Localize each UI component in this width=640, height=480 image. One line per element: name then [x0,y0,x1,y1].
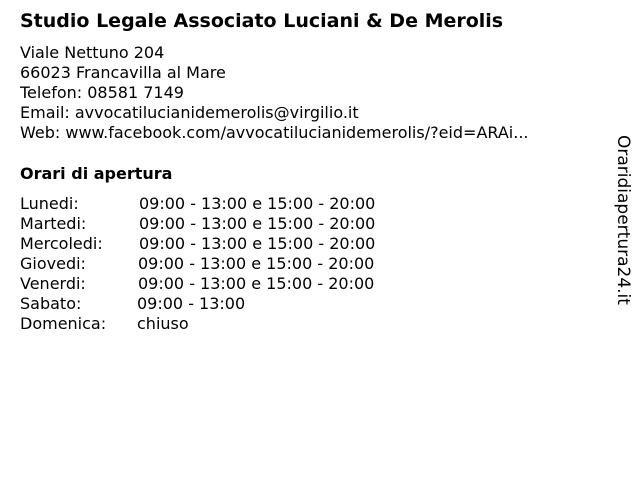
day-hours: 09:00 - 13:00 e 15:00 - 20:00 [138,254,375,273]
day-hours: 09:00 - 13:00 [137,294,246,313]
day-label: Martedi: [20,214,87,233]
day-label: Venerdi: [20,274,86,293]
day-label: Lunedi: [20,194,79,213]
hours-row-giovedi [20,254,375,274]
site-brand-vertical: Oraridiapertura24.it [613,135,633,305]
phone: Telefon: 08581 7149 [20,83,184,102]
day-label: Sabato: [20,294,82,313]
opening-hours-table [20,194,375,334]
day-label: Mercoledi: [20,234,103,253]
city: 66023 Francavilla al Mare [20,63,226,82]
opening-hours-heading: Orari di apertura [20,164,173,183]
day-hours: chiuso [137,314,189,333]
website: Web: www.facebook.com/avvocatilucianidemerolis/?eid=ARAi... [20,123,529,142]
address-block [20,43,529,143]
business-name: Studio Legale Associato Luciani & De Merolis [20,10,504,32]
day-hours: 09:00 - 13:00 e 15:00 - 20:00 [138,274,375,293]
day-hours: 09:00 - 13:00 e 15:00 - 20:00 [139,214,376,233]
day-hours: 09:00 - 13:00 e 15:00 - 20:00 [139,194,376,213]
day-label: Giovedi: [20,254,86,273]
hours-row-lunedi [20,194,375,214]
street-address: Viale Nettuno 204 [20,43,165,62]
hours-row-mercoledi [20,234,375,254]
email: Email: avvocatilucianidemerolis@virgilio.it [20,103,359,122]
hours-row-domenica [20,314,375,334]
day-label: Domenica: [20,314,107,333]
day-hours: 09:00 - 13:00 e 15:00 - 20:00 [139,234,376,253]
hours-row-martedi [20,214,375,234]
hours-row-venerdi [20,274,375,294]
hours-row-sabato [20,294,375,314]
